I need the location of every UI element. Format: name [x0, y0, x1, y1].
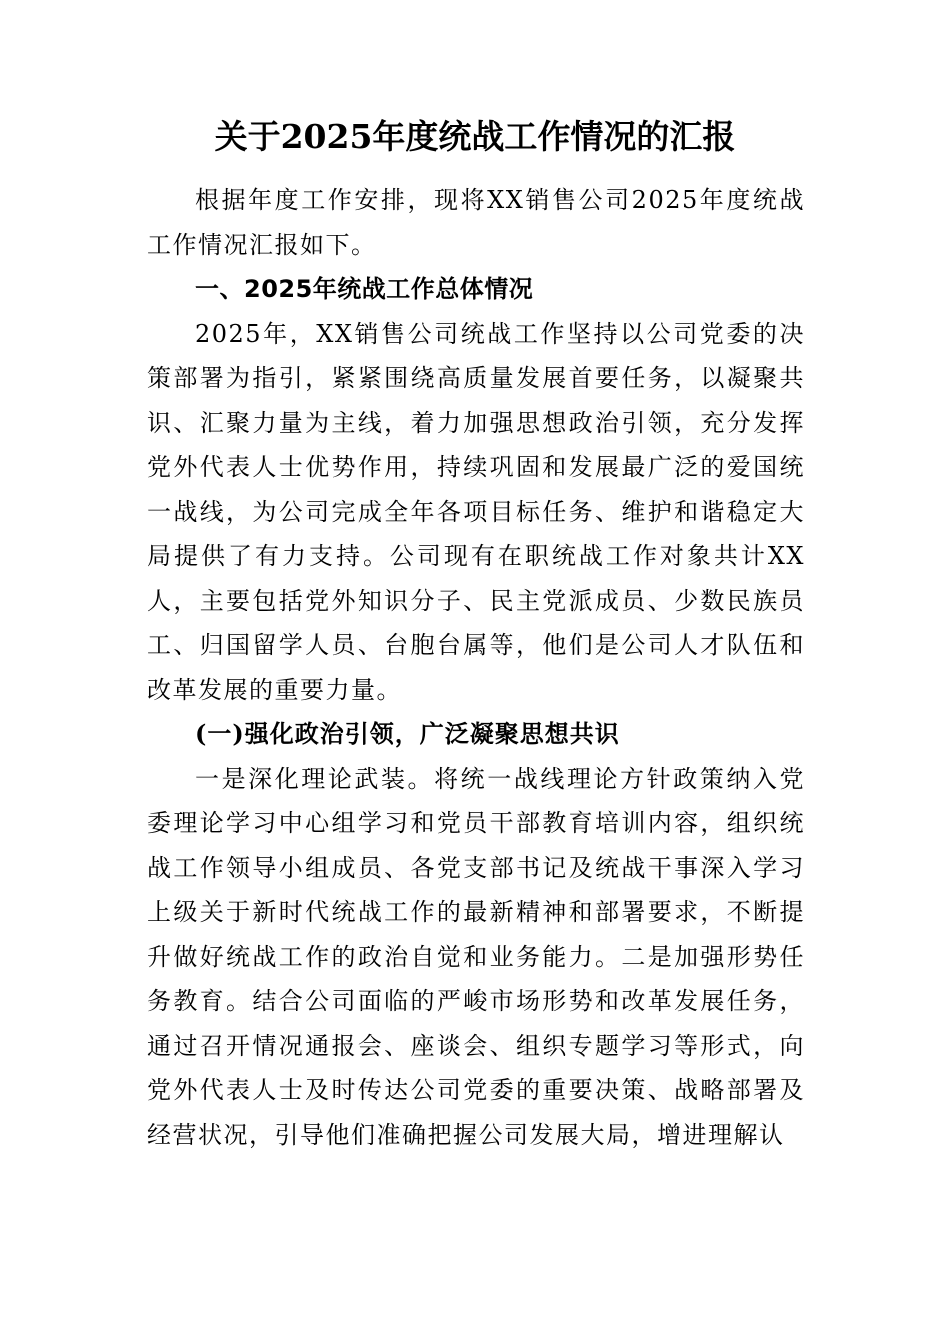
subsection-paragraph: 一是深化理论武装。将统一战线理论方针政策纳入党委理论学习中心组学习和党员干部教育培训内容，组织统战工作领导小组成员、各党支部书记及统战干事深入学习上级关于新时代统战工作的最新精神和部署要求，不断提升做好统战工作的政治自觉和业务能力。二是加强形势任务教育。结合公司面临的严峻市场形势和改革发展任务，通过召开情况通报会、座谈会、组织专题学习等形式，向党外代表人士及时传达公司党委的重要决策、战略部署及经营状况，引导他们准确把握公司发展大局，增进理解认 — [147, 764, 805, 1149]
subsection-heading: (一)强化政治引领，广泛凝聚思想共识 — [195, 719, 620, 748]
section-paragraph: 2025年，XX销售公司统战工作坚持以公司党委的决策部署为指引，紧紧围绕高质量发展首要任务，以凝聚共识、汇聚力量为主线，着力加强思想政治引领，充分发挥党外代表人士优势作用，持续巩固和发展最广泛的爱国统一战线，为公司完成全年各项目标任务、维护和谐稳定大局提供了有力支持。公司现有在职统战工作对象共计XX人，主要包括党外知识分子、民主党派成员、少数民族员工、归国留学人员、台胞台属等，他们是公司人才队伍和改革发展的重要力量。 — [147, 319, 805, 704]
document-body — [147, 178, 805, 1157]
intro-paragraph: 根据年度工作安排，现将XX销售公司2025年度统战工作情况汇报如下。 — [147, 186, 805, 259]
section-heading: 一、2025年统战工作总体情况 — [195, 275, 534, 303]
document-title: 关于2025年度统战工作情况的汇报 — [214, 117, 736, 156]
